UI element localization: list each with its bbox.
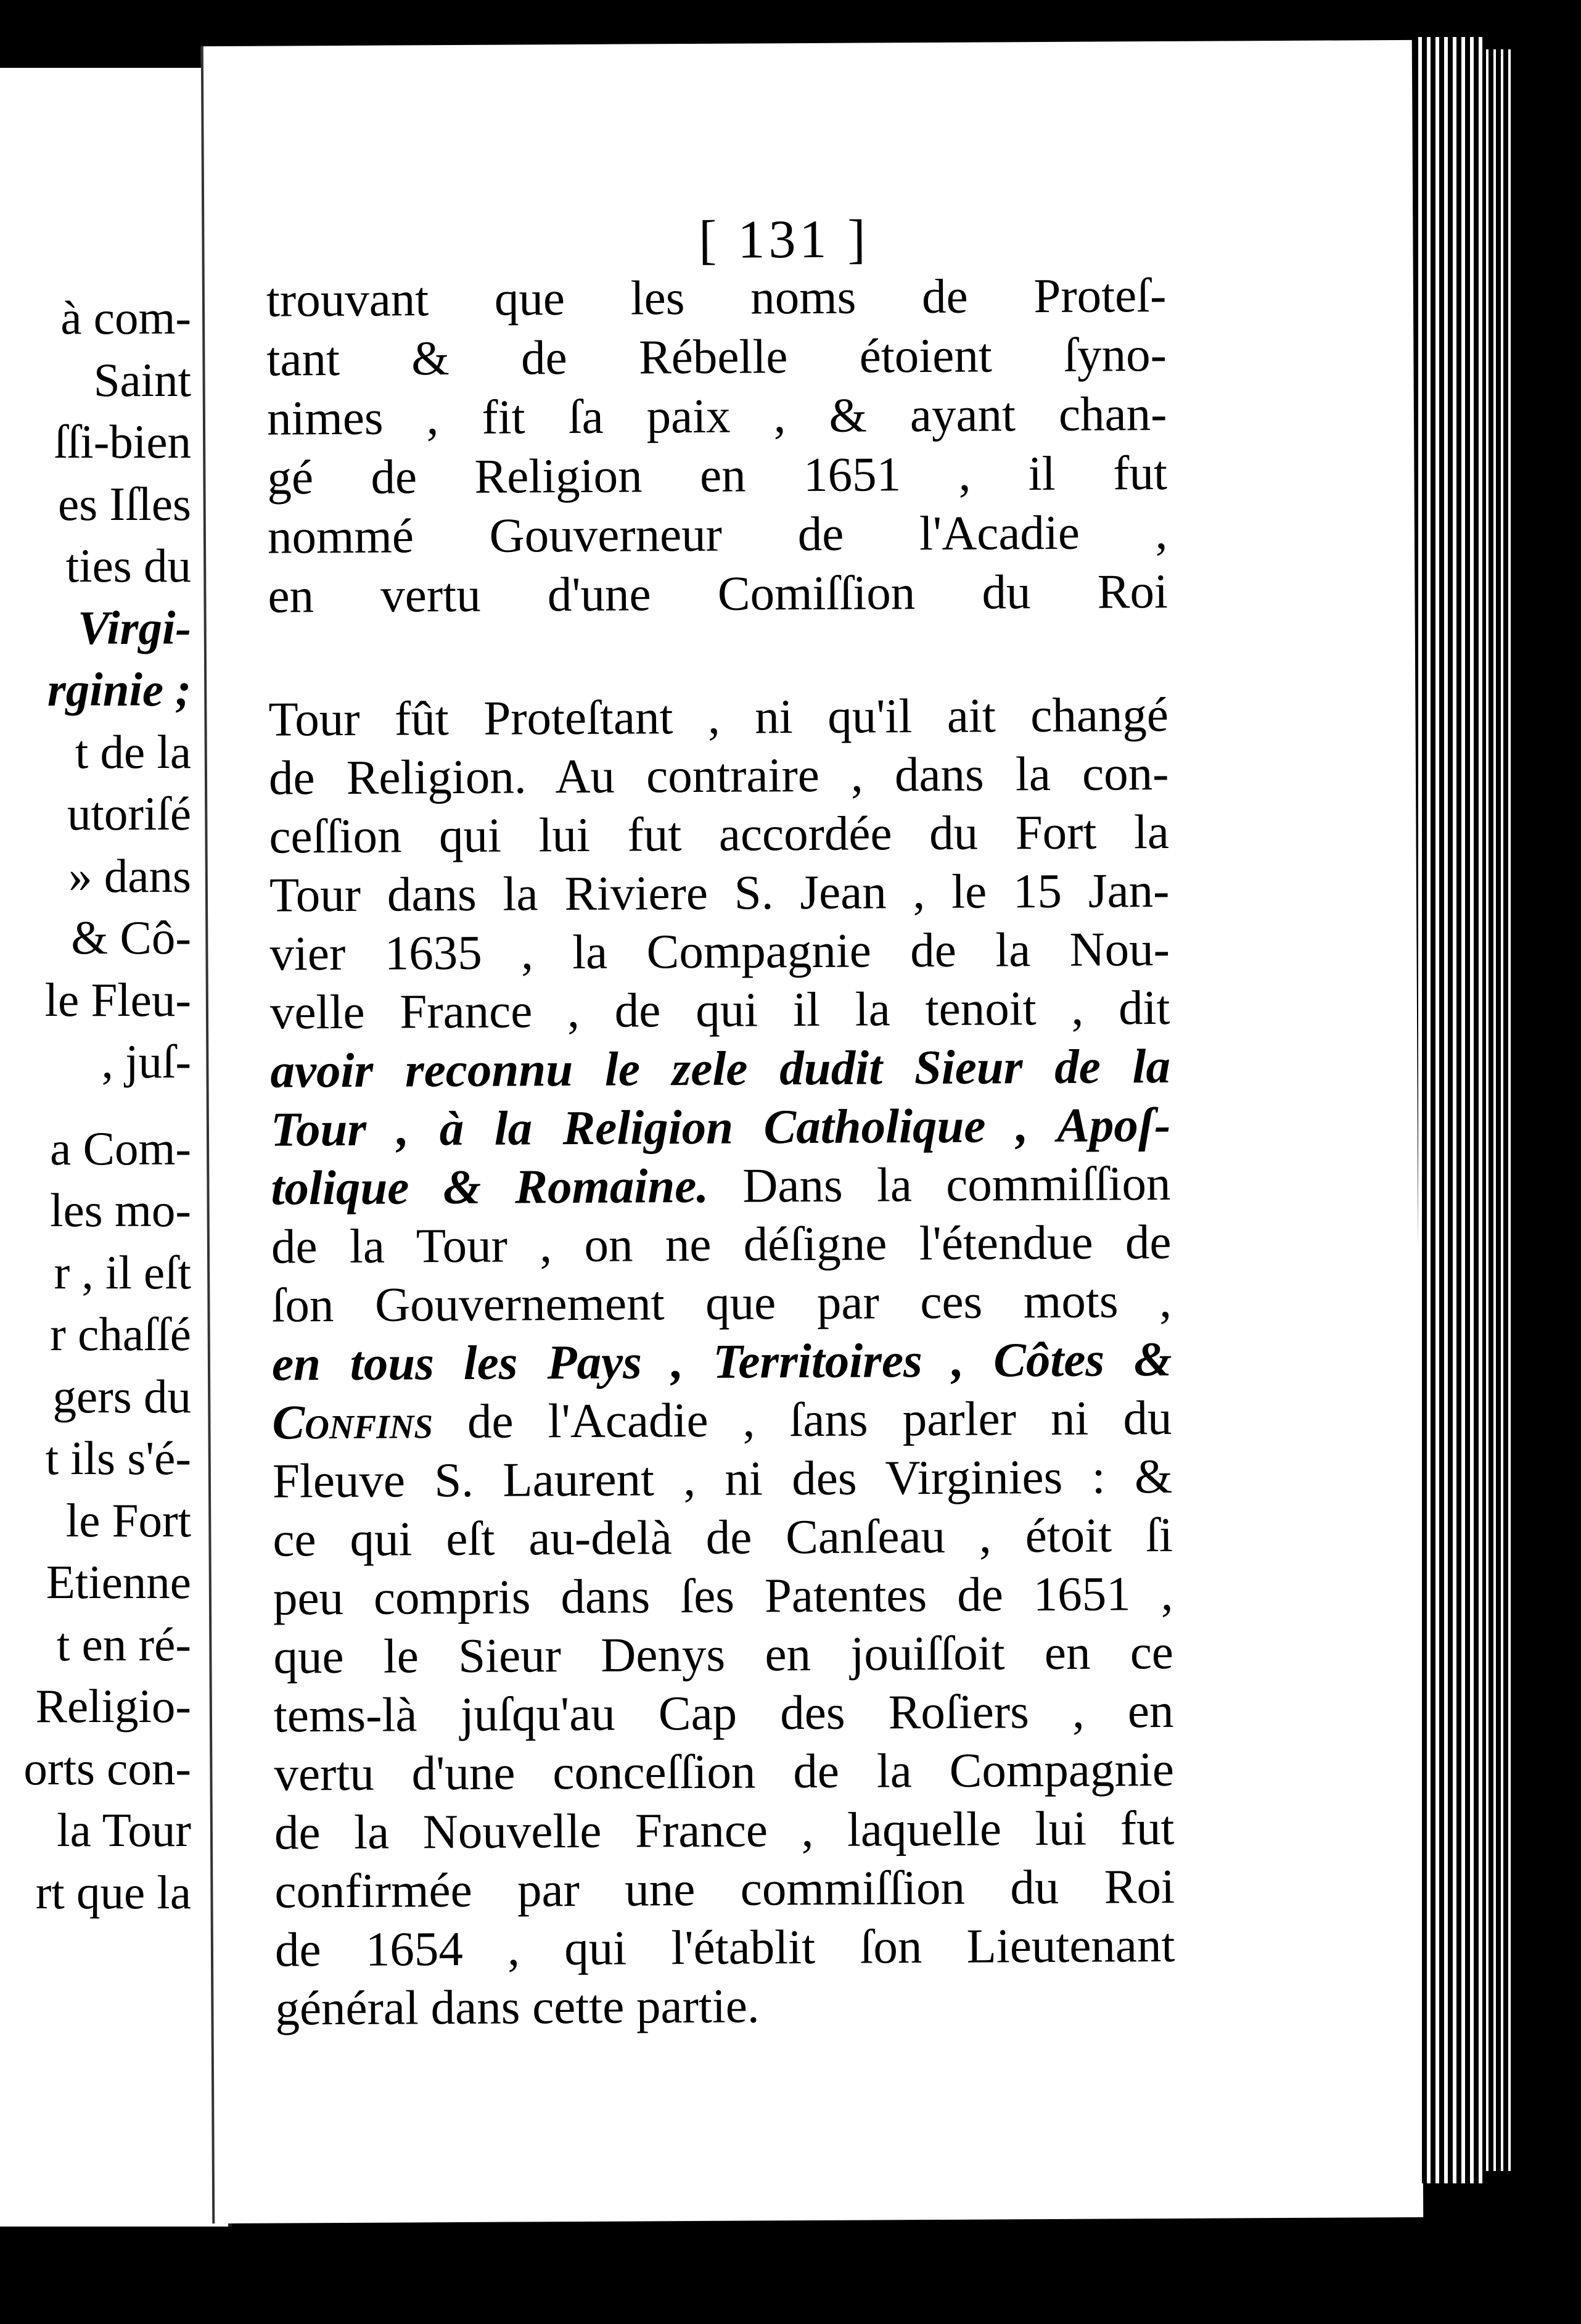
text-run: que le Sieur Denys en jouiſſoit en ce — [273, 1625, 1174, 1684]
left-text-line: a Com- — [50, 1121, 191, 1175]
text-line — [274, 1799, 1175, 1863]
text-run: Tour fût Proteſtant , ni qu'il ait changé — [268, 688, 1169, 747]
text-run: de 1654 , qui l'établit ſon Lieutenant — [274, 1918, 1175, 1977]
paragraph-main — [268, 686, 1175, 2038]
text-run: nimes , fit ſa paix , & ayant chan- — [266, 387, 1167, 446]
text-run: vertu d'une conceſſion de la Compagnie — [274, 1742, 1175, 1802]
left-text-line: orts con- — [23, 1741, 191, 1795]
text-line — [267, 444, 1167, 508]
text-run: tems-là juſqu'au Cap des Roſiers , en — [273, 1684, 1174, 1743]
emphasized-text: Tour , à la Religion Catholique , Apoſ- — [270, 1098, 1171, 1157]
left-text-line: le Fleu- — [44, 973, 191, 1026]
left-text-line: Virgi- — [77, 601, 191, 654]
left-text-line: es Iſles — [58, 477, 191, 530]
emphasized-text: en tous les Pays , Territoires , Côtes & — [271, 1332, 1172, 1391]
text-run: ce qui eſt au-delà de Canſeau , étoit ſi — [273, 1508, 1173, 1567]
left-text-line: utoriſé — [67, 787, 191, 840]
left-page-text — [23, 287, 191, 1923]
text-run: trouvant que les noms de Proteſ- — [266, 268, 1167, 328]
text-run: Dans la commiſſion — [708, 1156, 1171, 1213]
text-line — [272, 1330, 1172, 1394]
text-line — [271, 1272, 1172, 1335]
emphasized-text: tolique & Romaine. — [271, 1159, 709, 1216]
text-line — [273, 1448, 1173, 1511]
text-run: ſon Gouvernement que par ces mots , — [271, 1274, 1172, 1333]
text-run: général dans cette partie. — [275, 1979, 760, 2036]
paragraph-top — [266, 266, 1168, 627]
text-line — [275, 1975, 1175, 2038]
emphasized-text: avoir reconnu le zele dudit Sieur de la — [270, 1039, 1171, 1098]
text-line — [267, 385, 1167, 449]
text-run: peu compris dans ſes Patentes de 1651 , — [273, 1567, 1173, 1626]
text-line — [271, 1213, 1172, 1277]
text-line — [269, 744, 1169, 808]
left-text-line: Saint — [93, 353, 191, 406]
left-text-line: Etienne — [46, 1556, 191, 1609]
text-line — [271, 1096, 1171, 1160]
text-line — [273, 1506, 1173, 1570]
right-page — [201, 40, 1423, 2223]
left-text-line: t ils s'é- — [45, 1432, 191, 1485]
text-line — [268, 562, 1168, 627]
text-line — [269, 920, 1170, 984]
left-page — [0, 68, 232, 2227]
text-run: Fleuve S. Laurent , ni des Virginies : & — [272, 1449, 1173, 1509]
left-text-line: t en ré- — [56, 1617, 191, 1671]
text-run: gé de Religion en 1651 , il fut — [267, 446, 1168, 505]
text-run: de la Nouvelle France , laquelle lui fut — [274, 1801, 1175, 1860]
text-line — [266, 326, 1167, 390]
text-line — [272, 1389, 1172, 1452]
left-text-line: , juſ- — [101, 1035, 191, 1088]
left-text-line: & Cô- — [71, 911, 191, 964]
text-line — [269, 862, 1170, 925]
left-text-line: Religio- — [35, 1679, 191, 1733]
text-line — [273, 1623, 1173, 1687]
page-number: [ 131 ] — [698, 209, 869, 270]
text-line — [273, 1565, 1173, 1628]
text-line — [274, 1741, 1174, 1804]
text-line — [271, 1155, 1171, 1218]
left-text-line: le Fort — [65, 1493, 191, 1547]
text-line — [268, 686, 1168, 749]
left-text-line: t de la — [75, 725, 191, 778]
text-run: velle France , de qui il la tenoit , dit — [269, 981, 1170, 1040]
text-line — [275, 1916, 1175, 1980]
left-text-line: » dans — [68, 849, 191, 902]
left-text-line: ties du — [65, 539, 191, 592]
text-run: ceſſion qui lui fut accordée du Fort la — [269, 805, 1170, 864]
text-run: tant & de Rébelle étoient ſyno- — [266, 328, 1167, 387]
left-text-line: gers du — [52, 1369, 191, 1423]
left-text-line: rt que la — [35, 1865, 191, 1919]
text-run: vier 1635 , la Compagnie de la Nou- — [269, 922, 1170, 981]
page-edges-outer — [1486, 49, 1511, 2171]
text-line — [274, 1682, 1174, 1745]
text-line — [268, 503, 1168, 567]
text-run: de Religion. Au contraire , dans la con- — [268, 746, 1169, 806]
left-text-line: rginie ; — [47, 663, 191, 716]
text-run: en vertu d'une Comiſſion du Roi — [268, 564, 1168, 624]
text-line — [266, 266, 1167, 331]
left-text-line: r , il eſt — [54, 1245, 191, 1299]
text-line — [269, 803, 1169, 867]
text-line — [270, 979, 1170, 1042]
left-text-line: r chaſſé — [50, 1308, 191, 1361]
left-text-line: les mo- — [50, 1184, 191, 1237]
text-run: confirmée par une commiſſion du Roi — [274, 1860, 1175, 1919]
text-line — [270, 1037, 1170, 1101]
left-text-line: la Tour — [57, 1803, 191, 1856]
text-run: de l'Acadie , ſans parler ni du — [432, 1391, 1172, 1449]
text-line — [274, 1858, 1175, 1921]
text-run: de la Tour , on ne déſigne l'étendue de — [271, 1215, 1172, 1274]
page-edges — [1418, 37, 1486, 2183]
text-run: nommé Gouverneur de l'Acadie , — [267, 505, 1168, 564]
left-text-line: à com- — [60, 291, 191, 344]
text-run: Tour dans la Riviere S. Jean , le 15 Jan- — [269, 863, 1170, 923]
emphasized-text: Confins — [272, 1395, 433, 1450]
left-text-line: ſſi-bien — [54, 415, 191, 468]
